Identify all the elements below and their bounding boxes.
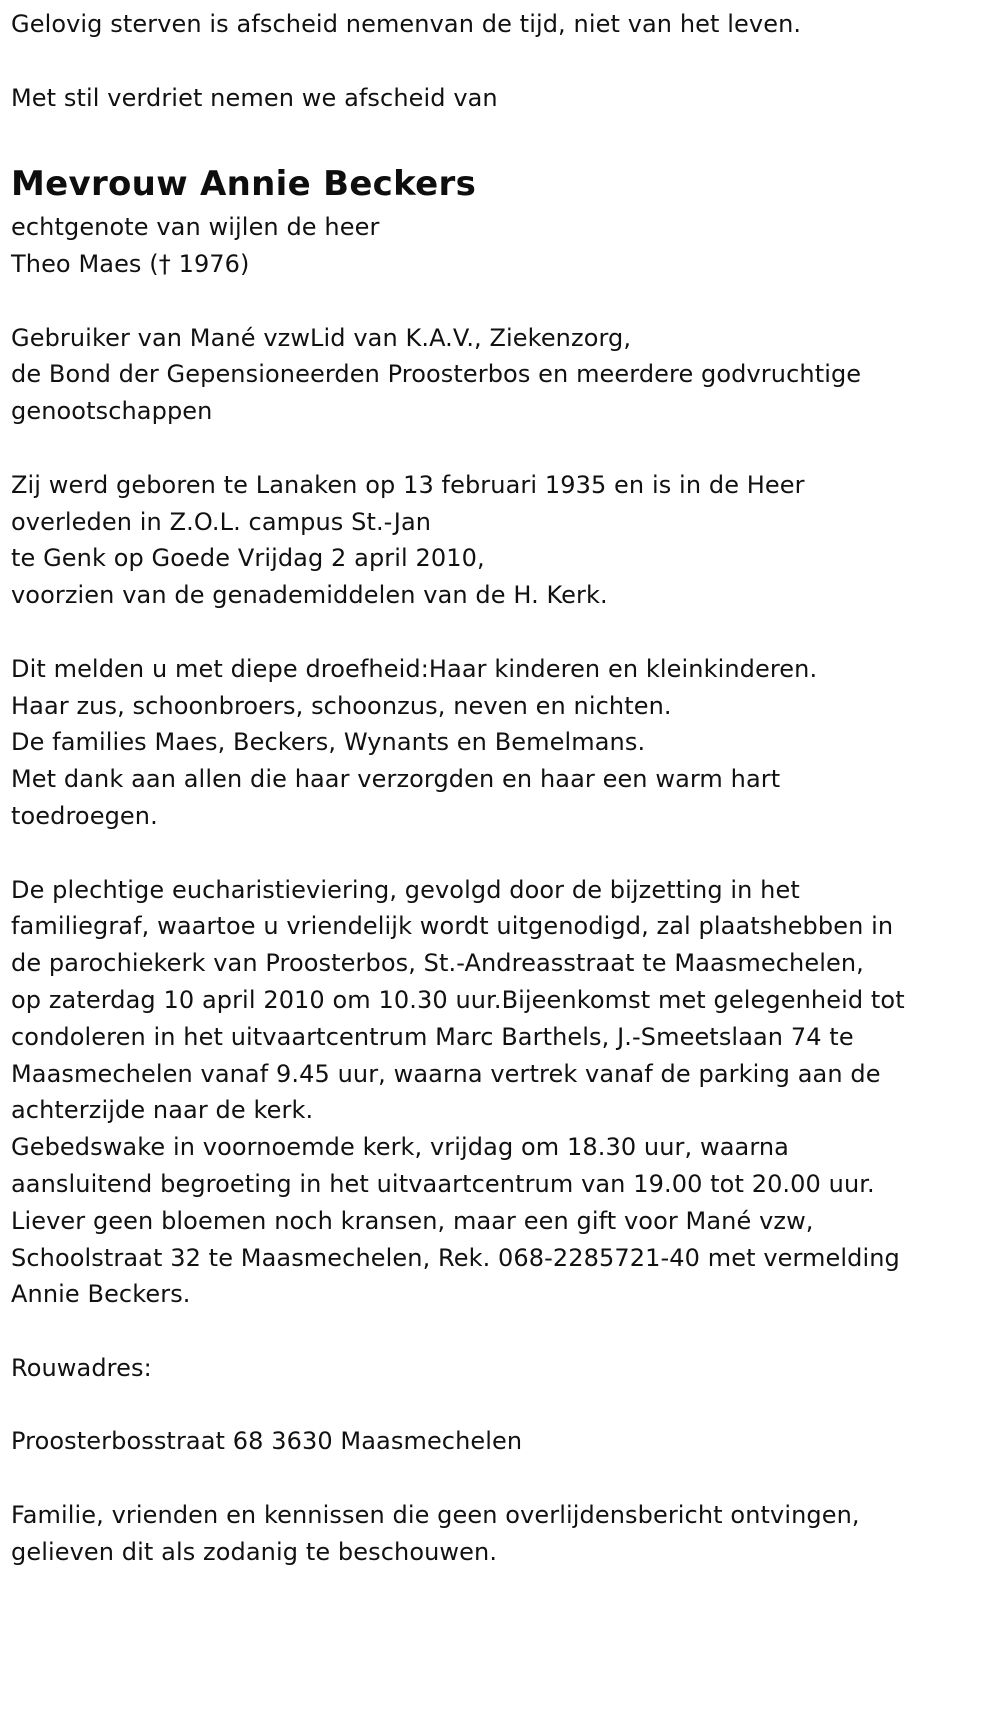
spacer xyxy=(11,43,1000,80)
ceremony-line: Schoolstraat 32 te Maasmechelen, Rek. 068-2285721-40 met vermelding xyxy=(11,1243,900,1272)
announcement-section xyxy=(11,651,1000,835)
address-value: Proosterbosstraat 68 3630 Maasmechelen xyxy=(11,1427,523,1456)
announcement-line: Haar zus, schoonbroers, schoonzus, neven en nichten. xyxy=(11,691,672,720)
spacer xyxy=(11,1460,1000,1497)
ceremony-line: Gebedswake in voornoemde kerk, vrijdag om 18.30 uur, waarna xyxy=(11,1133,789,1162)
life-section xyxy=(11,467,1000,614)
announcement-line: toedroegen. xyxy=(11,801,158,830)
ceremony-line: de parochiekerk van Proosterbos, St.-Andreasstraat te Maasmechelen, xyxy=(11,949,864,978)
deceased-name: Mevrouw Annie Beckers xyxy=(11,164,477,205)
ceremony-line: Maasmechelen vanaf 9.45 uur, waarna vertrek vanaf de parking aan de xyxy=(11,1059,881,1088)
spacer xyxy=(11,283,1000,320)
life-line: te Genk op Goede Vrijdag 2 april 2010, xyxy=(11,544,485,573)
ceremony-line: Liever geen bloemen noch kransen, maar een gift voor Mané vzw, xyxy=(11,1206,814,1235)
cross-icon: † xyxy=(158,249,171,278)
ceremony-line: familiegraf, waartoe u vriendelijk wordt uitgenodigd, zal plaatshebben in xyxy=(11,912,894,941)
ceremony-section xyxy=(11,872,1000,1314)
announcement-line: De families Maes, Beckers, Wynants en Bemelmans. xyxy=(11,728,646,757)
opening-quote: Gelovig sterven is afscheid nemenvan de tijd, niet van het leven. xyxy=(11,10,802,38)
ceremony-line: De plechtige eucharistieviering, gevolgd door de bijzetting in het xyxy=(11,875,800,904)
relation-line: echtgenote van wijlen de heer xyxy=(11,213,380,242)
spouse-year: 1976) xyxy=(170,249,250,278)
spacer xyxy=(11,116,1000,153)
ceremony-line: op zaterdag 10 april 2010 om 10.30 uur.Bijeenkomst met gelegenheid tot xyxy=(11,985,905,1014)
spouse-line xyxy=(11,246,1000,283)
spacer xyxy=(11,835,1000,872)
opening-announcement: Met stil verdriet nemen we afscheid van xyxy=(11,83,498,112)
spacer xyxy=(11,430,1000,467)
address-label: Rouwadres: xyxy=(11,1353,152,1382)
closing-line: gelieven dit als zodanig te beschouwen. xyxy=(11,1537,498,1566)
memberships-line: de Bond der Gepensioneerden Proosterbos en meerdere godvruchtige xyxy=(11,360,862,389)
ceremony-line: achterzijde naar de kerk. xyxy=(11,1096,314,1125)
announcement-line: Met dank aan allen die haar verzorgden en haar een warm hart xyxy=(11,765,781,794)
life-line: Zij werd geboren te Lanaken op 13 februari 1935 en is in de Heer xyxy=(11,470,805,499)
spouse-name: Theo Maes ( xyxy=(11,249,159,278)
memberships-line: genootschappen xyxy=(11,397,213,426)
ceremony-line: condoleren in het uitvaartcentrum Marc Barthels, J.-Smeetslaan 74 te xyxy=(11,1022,854,1051)
spacer xyxy=(11,1313,1000,1350)
ceremony-line: Annie Beckers. xyxy=(11,1280,191,1309)
memberships-section xyxy=(11,320,1000,430)
spacer xyxy=(11,1387,1000,1424)
spacer xyxy=(11,614,1000,651)
life-line: voorzien van de genademiddelen van de H. Kerk. xyxy=(11,581,608,610)
announcement-line: Dit melden u met diepe droefheid:Haar kinderen en kleinkinderen. xyxy=(11,654,818,683)
ceremony-line: aansluitend begroeting in het uitvaartcentrum van 19.00 tot 20.00 uur. xyxy=(11,1169,875,1198)
closing-section xyxy=(11,1497,1000,1571)
closing-line: Familie, vrienden en kennissen die geen overlijdensbericht ontvingen, xyxy=(11,1501,860,1530)
life-line: overleden in Z.O.L. campus St.-Jan xyxy=(11,507,432,536)
memberships-line: Gebruiker van Mané vzwLid van K.A.V., Ziekenzorg, xyxy=(11,323,632,352)
